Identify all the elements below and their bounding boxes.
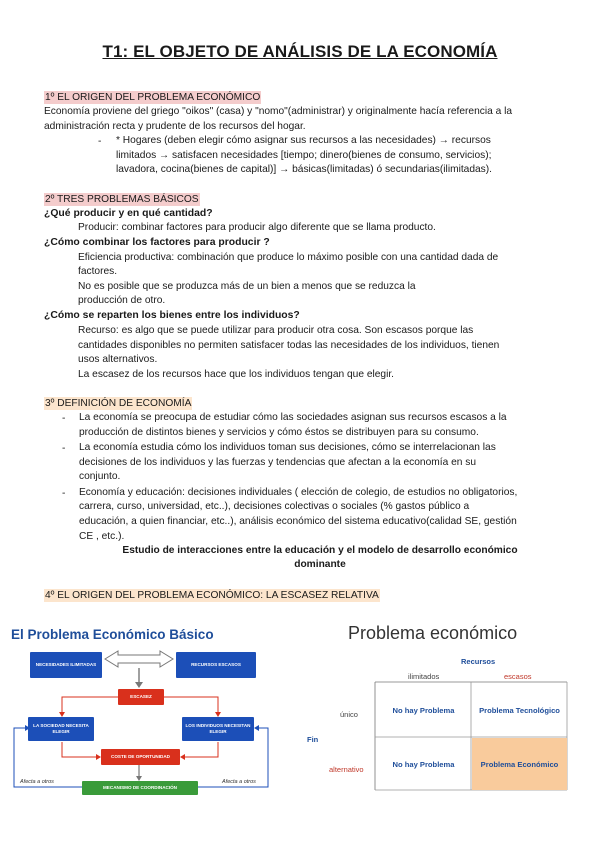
resources-box: RECURSOS ESCASOS: [176, 652, 256, 678]
bullet-dash: -: [62, 488, 66, 499]
bullet-line: conjunto.: [79, 471, 121, 482]
bullet-line: decisiones de los individuos y las fuerzas y tendencias que afectan a la economía en su: [79, 457, 476, 468]
answer-line: Eficiencia productiva: combinación que produce lo máximo posible con una cantidad dada de: [78, 252, 499, 263]
question-heading: ¿Cómo se reparten los bienes entre los individuos?: [44, 310, 300, 321]
cell-no-problem-1: No hay Problema: [392, 705, 455, 715]
answer-line: No es posible que se produzca más de un bien a menos que se reduzca la: [78, 281, 416, 292]
question-heading: ¿Qué producir y en qué cantidad?: [44, 208, 213, 219]
individuals-box: LOS INDIVIDUOS NECESITAN ELEGIR: [182, 717, 254, 741]
answer-line: usos alternativos.: [78, 354, 158, 365]
bullet-line: carrera, curso, universidad, etc..), decisiones colectivas o sociales (% gastos público a: [79, 501, 470, 512]
question-heading: ¿Cómo combinar los factores para producir ?: [44, 237, 270, 248]
cell-economic-problem: Problema Económico: [472, 738, 567, 790]
paragraph-line: Economía proviene del griego "oikos" (casa) y "nomo"(administrar) y originalmente hacía referencia a la: [44, 106, 513, 117]
col-label-limited: ilimitados: [408, 672, 440, 681]
note-right: Afecta a otros: [222, 779, 256, 785]
bullet-line: CE , etc.).: [79, 531, 125, 542]
section-heading-definition: 3º DEFINICIÓN DE ECONOMÍA: [45, 398, 192, 409]
emphasis-line: dominante: [294, 559, 346, 570]
section-heading-origin: 1º EL ORIGEN DEL PROBLEMA ECONÓMICO: [45, 92, 261, 103]
answer-line: Recurso: es algo que se puede utilizar para producir otra cosa. Son escasos porque las: [78, 325, 474, 336]
bullet-line: Economía y educación: decisiones individuales ( elección de colegio, de estudios no obligatorios,: [79, 487, 518, 498]
emphasis-line: Estudio de interacciones entre la educación y el modelo de desarrollo económico: [122, 545, 518, 556]
bullet-line: * Hogares (deben elegir cómo asignar sus recursos a las necesidades) → recursos: [116, 135, 491, 146]
bullet-line: producción de distintos bienes y servicios y cómo éstos se distribuyen para su consumo.: [79, 427, 479, 438]
cell-no-problem-2: No hay Problema: [392, 759, 455, 769]
bullet-dash: -: [62, 413, 66, 424]
bullet-line: educación, a quien financiar, etc..), análisis económico del sistema educativo(calidad SE, gestión: [79, 516, 517, 527]
scarcity-box: ESCASEZ: [118, 689, 164, 705]
section-heading-scarcity: 4º EL ORIGEN DEL PROBLEMA ECONÓMICO: LA ESCASEZ RELATIVA: [45, 590, 379, 601]
diagram2-title: Problema económico: [348, 623, 518, 643]
coordination-box: MECANISMO DE COORDINACIÓN: [82, 781, 198, 795]
note-left: Afecta a otros: [20, 779, 54, 785]
bullet-line: La economía se preocupa de estudiar cómo las sociedades asignan sus recursos escasos a la: [79, 412, 507, 423]
cell-technological: Problema Tecnológico: [479, 705, 560, 715]
opportunity-cost-box: COSTE DE OPORTUNIDAD: [101, 749, 180, 765]
paragraph-line: administración recta y prudente de los recursos del hogar.: [44, 121, 306, 132]
answer-line: factores.: [78, 266, 118, 277]
bullet-line: La economía estudia cómo los individuos toman sus decisiones, cómo se interrelacionan las: [79, 442, 496, 453]
bullet-dash: -: [62, 443, 66, 454]
needs-box: NECESIDADES ILIMITADAS: [30, 652, 102, 678]
end-label: Fin: [307, 735, 319, 744]
row-label-alternative: alternativo: [329, 765, 364, 774]
answer-line: producción de otro.: [78, 295, 166, 306]
resources-label: Recursos: [461, 657, 496, 666]
answer-line: Producir: combinar factores para producir algo diferente que se llama producto.: [78, 222, 436, 233]
row-label-unique: único: [340, 710, 358, 719]
answer-line: La escasez de los recursos hace que los individuos tengan que elegir.: [78, 369, 395, 380]
col-label-scarce: escasos: [504, 672, 532, 681]
section-heading-problems: 2º TRES PROBLEMAS BÁSICOS: [45, 194, 199, 205]
bullet-line: limitados → satisfacen necesidades [tiempo; dinero(bienes de consumo, servicios);: [116, 150, 492, 161]
diagram-title: El Problema Económico Básico: [11, 627, 214, 642]
bullet-line: lavadora, cocina(bienes de capital)] → básicas(limitadas) ó secundarias(ilimitadas).: [116, 164, 492, 175]
society-box: LA SOCIEDAD NECESITA ELEGIR: [28, 717, 94, 741]
page-title: T1: EL OBJETO DE ANÁLISIS DE LA ECONOMÍA: [102, 42, 498, 61]
bullet-dash: -: [98, 136, 102, 147]
answer-line: cantidades disponibles no permiten satisfacer todas las necesidades de los individuos, tienen: [78, 340, 500, 351]
